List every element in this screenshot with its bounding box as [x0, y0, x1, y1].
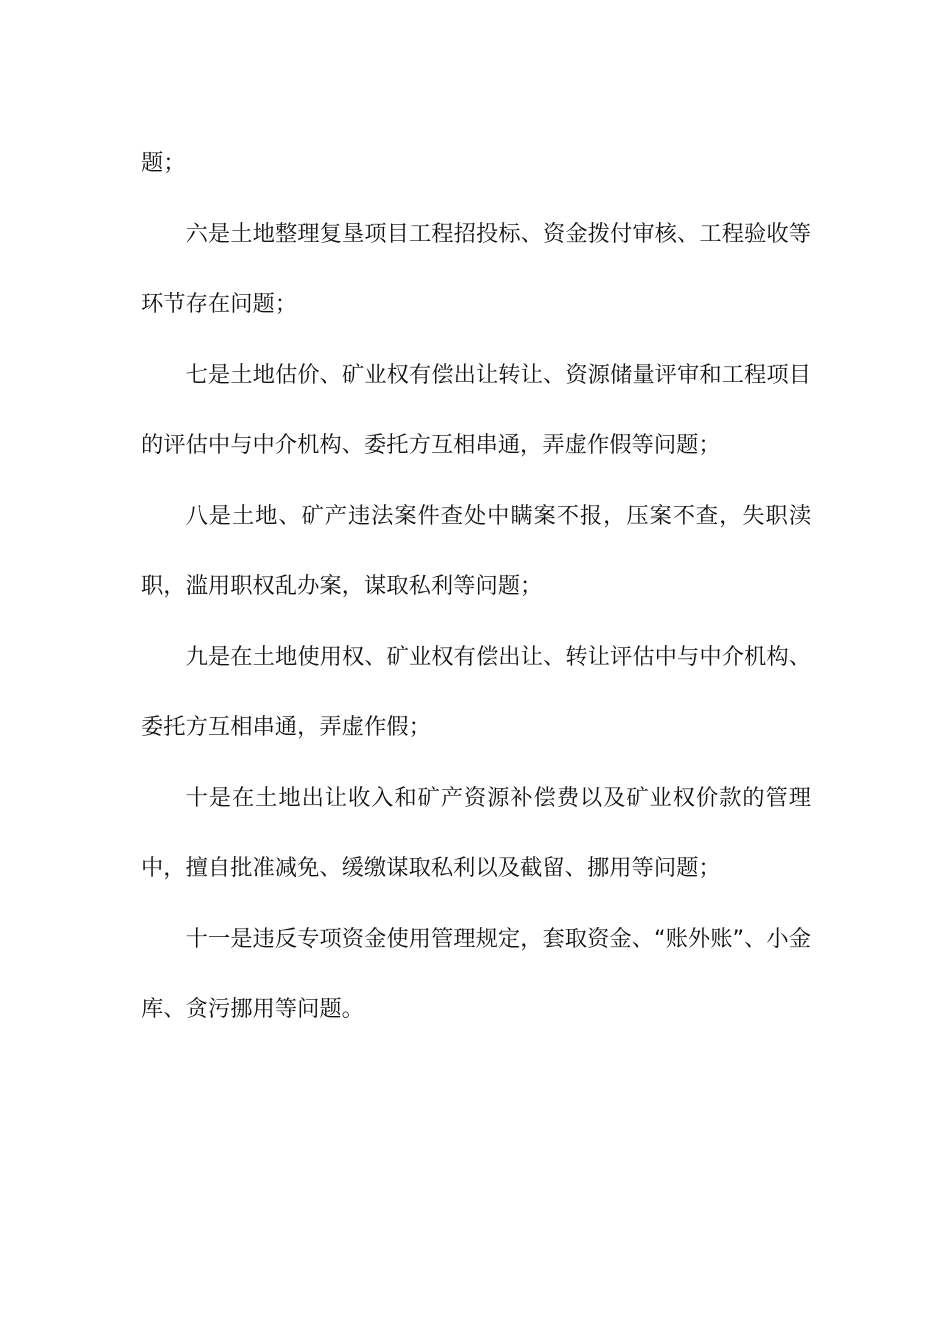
paragraph-item-9: 九是在土地使用权、矿业权有偿出让、转让评估中与中介机构、委托方互相串通，弄虚作假；	[141, 643, 811, 740]
paragraph-item-8: 八是土地、矿产违法案件查处中瞒案不报，压案不查，失职渎职，滥用职权乱办案，谋取私利等问题；	[141, 502, 811, 599]
paragraph-item-10: 十是在土地出让收入和矿产资源补偿费以及矿业权价款的管理中，擅自批准减免、缓缴谋取私利以及截留、挪用等问题；	[141, 784, 811, 881]
paragraph-item-11: 十一是违反专项资金使用管理规定，套取资金、“账外账”、小金库、贪污挪用等问题。	[141, 925, 811, 1022]
paragraph-item-6: 六是土地整理复垦项目工程招投标、资金拨付审核、工程验收等环节存在问题；	[141, 220, 811, 317]
document-body	[141, 128, 811, 1045]
paragraph-continuation: 题；	[141, 150, 186, 176]
paragraph-item-7: 七是土地估价、矿业权有偿出让转让、资源储量评审和工程项目的评估中与中介机构、委托方互相串通，弄虚作假等问题；	[141, 361, 811, 458]
